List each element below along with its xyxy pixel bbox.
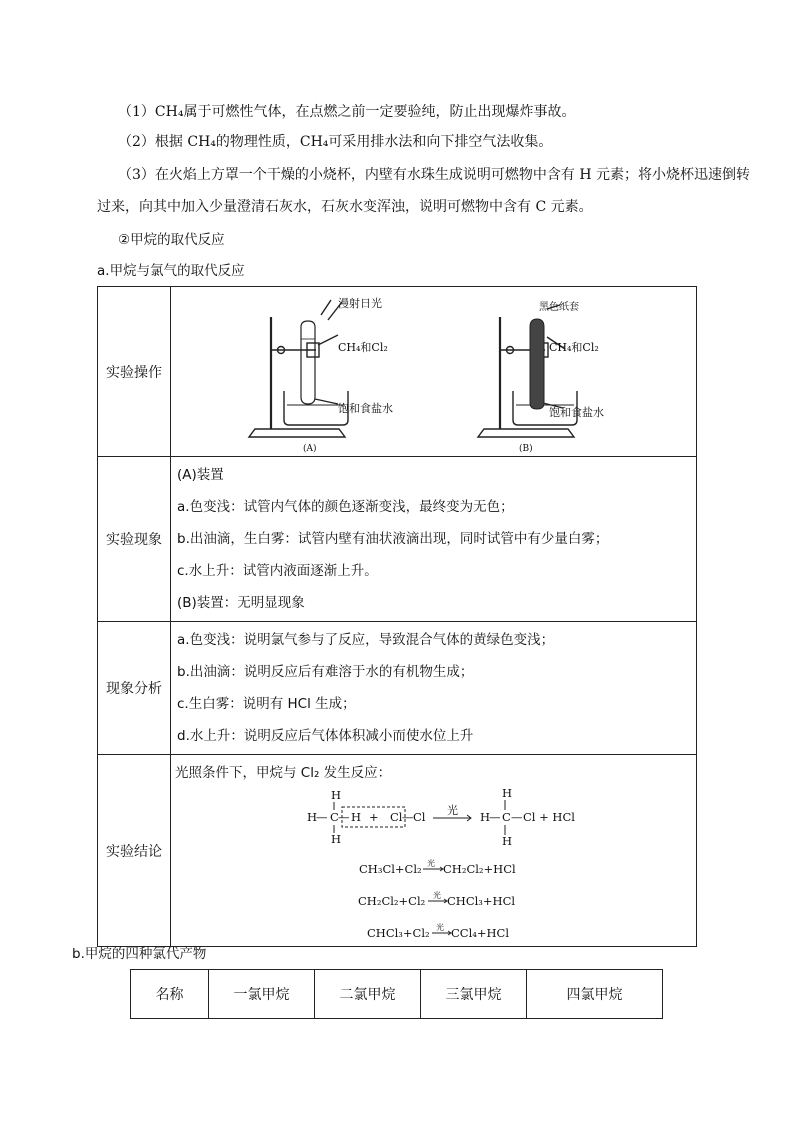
eq3-left: CHCl₃+Cl₂ [367, 926, 430, 940]
phenomena-line: b.出油滴，生白雾：试管内壁有油状液滴出现，同时试管中有少量白雾； [177, 531, 609, 547]
struct-plus: + [369, 810, 379, 824]
struct-h-left: H [307, 810, 318, 824]
label-diffuse-sunlight: 漫射日光 [338, 297, 382, 310]
eq1-condition: 光 [427, 859, 435, 868]
eq1-left: CH₃Cl+Cl₂ [359, 862, 422, 876]
label-brine-a: 饱和食盐水 [338, 402, 393, 415]
product-h-left: H [480, 810, 491, 824]
analysis-line: a.色变浅：说明氯气参与了反应，导致混合气体的黄绿色变浅； [177, 632, 555, 648]
row-label-phenomena: 实验现象 [98, 457, 171, 622]
eq2-condition: 光 [433, 891, 441, 900]
header-chloromethane: 一氯甲烷 [209, 970, 315, 1019]
eq2-right: CHCl₃+HCl [447, 894, 516, 908]
label-gas-b: CH₄和Cl₂ [549, 341, 599, 354]
product-dash-right: — [511, 810, 523, 824]
struct-dash-cl: — [402, 810, 414, 824]
label-gas-a: CH₄和Cl₂ [338, 341, 388, 354]
caption-b: (B) [519, 444, 533, 454]
eq3-condition: 光 [436, 923, 444, 932]
experiment-table [97, 286, 697, 947]
reaction-equations [171, 781, 696, 941]
row-label-analysis: 现象分析 [98, 622, 171, 755]
header-dichloromethane: 二氯甲烷 [315, 970, 421, 1019]
product-dash-left: — [489, 810, 501, 824]
phenomena-line: a.色变浅：试管内气体的颜色逐渐变浅，最终变为无色； [177, 499, 514, 515]
analysis-line: c.生白雾：说明有 HCl 生成； [177, 696, 356, 712]
subheading-substitution: ②甲烷的取代反应 [118, 232, 225, 248]
header-trichloromethane: 三氯甲烷 [421, 970, 527, 1019]
eq2-left: CH₂Cl₂+Cl₂ [358, 894, 426, 908]
struct-cl-1: Cl [390, 810, 403, 824]
black-paper-cover [530, 319, 544, 409]
label-black-cover: 黑色纸套 [539, 302, 579, 313]
phenomena-line: (B)装置：无明显现象 [177, 595, 305, 611]
struct-h-right: H [351, 810, 362, 824]
label-brine-b: 饱和食盐水 [549, 406, 604, 419]
conclusion-intro: 光照条件下，甲烷与 Cl₂ 发生反应： [175, 765, 392, 781]
phenomena-cell [171, 457, 697, 622]
product-tail: Cl + HCl [523, 810, 575, 824]
struct-h-bottom: H [331, 832, 342, 846]
struct-h-top: H [331, 788, 342, 802]
paragraph-3b: 过来，向其中加入少量澄清石灰水，石灰水变浑浊，说明可燃物中含有 C 元素。 [97, 199, 593, 215]
section-a-heading: a.甲烷与氯气的取代反应 [97, 263, 245, 279]
struct-dash-right: — [338, 810, 350, 824]
eq1-right: CH₂Cl₂+HCl [443, 862, 516, 876]
section-b-heading: b.甲烷的四种氯代产物 [72, 946, 207, 962]
paragraph-3a: （3）在火焰上方罩一个干燥的小烧杯，内壁有水珠生成说明可燃物中含有 H 元素；将小烧杯迅速倒转 [118, 167, 751, 183]
header-name: 名称 [131, 970, 209, 1019]
conclusion-cell [171, 755, 697, 947]
product-c: C [502, 810, 511, 824]
arrow-condition-light: 光 [447, 804, 458, 817]
header-tetrachloromethane: 四氯甲烷 [527, 970, 663, 1019]
phenomena-line: (A)装置 [177, 467, 224, 483]
chlorinated-products-table [130, 969, 663, 1019]
product-h-top: H [502, 786, 513, 800]
paragraph-2: （2）根据 CH₄的物理性质，CH₄可采用排水法和向下排空气法收集。 [118, 134, 553, 150]
caption-a: (A) [303, 444, 317, 454]
eq3-right: CCl₄+HCl [451, 926, 510, 940]
analysis-line: d.水上升：说明反应后气体体积减小而使水位上升 [177, 728, 474, 744]
apparatus-figure [171, 287, 696, 455]
struct-cl-2: Cl [413, 810, 426, 824]
apparatus-figure-cell [171, 287, 697, 457]
struct-dash-left: — [316, 810, 328, 824]
product-h-bottom: H [502, 834, 513, 848]
struct-c: C [330, 810, 339, 824]
row-label-operation: 实验操作 [98, 287, 171, 457]
paragraph-1: （1）CH₄属于可燃性气体，在点燃之前一定要验纯，防止出现爆炸事故。 [118, 104, 576, 120]
phenomena-line: c.水上升：试管内液面逐渐上升。 [177, 563, 378, 579]
row-label-conclusion: 实验结论 [98, 755, 171, 947]
analysis-line: b.出油滴：说明反应后有难溶于水的有机物生成； [177, 664, 474, 680]
analysis-cell [171, 622, 697, 755]
